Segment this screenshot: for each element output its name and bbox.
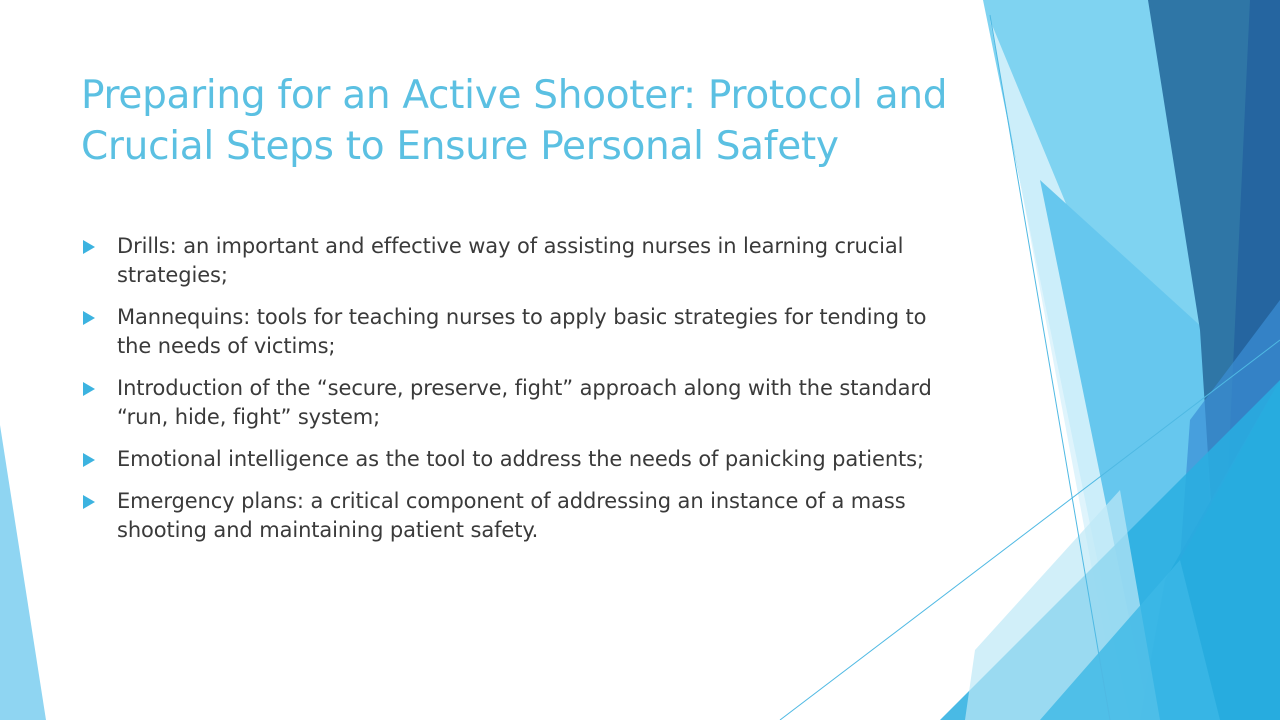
list-item [81, 374, 961, 432]
triangle-bullet-icon [83, 311, 95, 325]
list-item [81, 232, 961, 290]
triangle-bullet-icon [83, 382, 95, 396]
triangle-bullet-icon [83, 453, 95, 467]
facet-left-edge [0, 425, 46, 720]
bullet-text: Introduction of the “secure, preserve, fight” approach along with the standard “run, hide, fight” system; [117, 376, 932, 429]
list-item [81, 487, 961, 545]
bullet-text: Emotional intelligence as the tool to address the needs of panicking patients; [117, 447, 924, 471]
bullet-list [81, 232, 961, 558]
bullet-text: Drills: an important and effective way of assisting nurses in learning crucial strategies; [117, 234, 904, 287]
list-item [81, 445, 961, 474]
triangle-bullet-icon [83, 495, 95, 509]
slide-title: Preparing for an Active Shooter: Protocol and Crucial Steps to Ensure Personal Safety [81, 73, 948, 169]
bullet-text: Emergency plans: a critical component of addressing an instance of a mass shooting and maintaining patient safety. [117, 489, 906, 542]
bullet-text: Mannequins: tools for teaching nurses to apply basic strategies for tending to the needs of victims; [117, 305, 927, 358]
list-item [81, 303, 961, 361]
triangle-bullet-icon [83, 240, 95, 254]
